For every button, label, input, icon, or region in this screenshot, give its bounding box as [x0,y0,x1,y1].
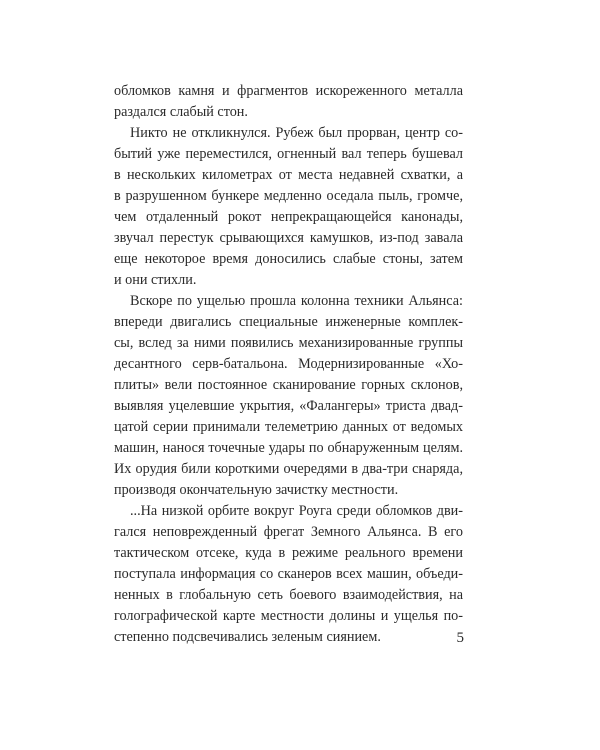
text-line: бытий уже переместился, огненный вал теперь бушевал [114,146,463,162]
text-line: Их орудия били короткими очередями в два-три снаряда, [114,461,463,477]
text-line: Никто не откликнулся. Рубеж был прорван, центр со- [130,125,463,141]
text-line: степенно подсвечивались зеленым сиянием. [114,629,381,645]
text-line: звучал перестук срывающихся камушков, из-под завала [114,230,463,246]
text-line: ненных в глобальную сеть боевого взаимодействия, на [114,587,463,603]
text-line: сы, вслед за ними появились механизированные группы [114,335,463,351]
text-line: плиты» вели постоянное сканирование горных склонов, [114,377,463,393]
paragraph [114,291,463,501]
text-line: и они стихли. [114,272,197,288]
text-line: выявляя уцелевшие укрытия, «Фалангеры» триста двад- [114,398,463,414]
paragraph [114,501,463,648]
text-line: голографической карте местности долины и ущелья по- [114,608,463,624]
text-line: чем отдаленный рокот непрекращающейся канонады, [114,209,463,225]
text-line: обломков камня и фрагментов искореженного металла [114,83,463,99]
text-line: впереди двигались специальные инженерные комплек- [114,314,463,330]
text-line: в разрушенном бункере медленно оседала пыль, громче, [114,188,463,204]
text-line: гался неповрежденный фрегат Земного Альянса. В его [114,524,463,540]
page-number: 5 [456,630,464,646]
text-line: еще некоторое время доносились слабые стоны, затем [114,251,463,267]
text-line: Вскоре по ущелью прошла колонна техники Альянса: [130,293,463,309]
text-line: тактическом отсеке, куда в режиме реального времени [114,545,463,561]
text-line: поступала информация со сканеров всех машин, объеди- [114,566,463,582]
body-text [114,81,463,648]
text-line: производя окончательную зачистку местности. [114,482,399,498]
paragraph [114,81,463,123]
text-line: цатой серии принимали телеметрию данных от ведомых [114,419,463,435]
text-line: в нескольких километрах от места недавней схватки, а [114,167,463,183]
text-line: машин, нанося точечные удары по обнаруженным целям. [114,440,463,456]
text-line: десантного серв-батальона. Модернизированные «Хо- [114,356,463,372]
paragraph [114,123,463,291]
text-line: ...На низкой орбите вокруг Роуга среди обломков дви- [130,503,463,519]
text-line: раздался слабый стон. [114,104,248,120]
